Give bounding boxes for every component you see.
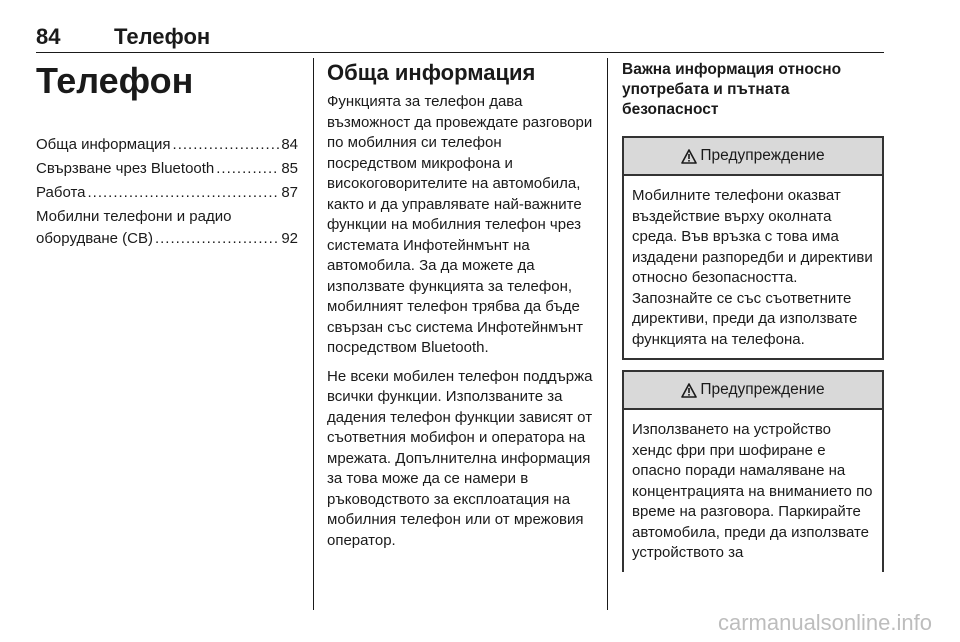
warning-text: Мобилните телефони оказват въздействие върху околната среда. Във връзка с това има издадени разпоредби и директиви относно безопасността. Запознайте се със съответните директиви, преди да използвате функцията на телефона. bbox=[632, 187, 873, 348]
warning-body bbox=[624, 176, 882, 358]
toc-page-number: 85 bbox=[281, 160, 298, 177]
header-rule bbox=[36, 52, 884, 53]
toc-leader-dots bbox=[173, 134, 280, 156]
warning-text: Използването на устройство хендс фри при шофиране е опасно поради намаляване на концентрацията на вниманието по време на разговора. Паркирайте автомобила, преди да използвате устройството за bbox=[632, 421, 873, 561]
chapter-title: Телефон bbox=[36, 60, 194, 101]
column-divider-2 bbox=[607, 58, 608, 610]
column-general-info bbox=[327, 60, 593, 559]
running-title: Телефон bbox=[114, 24, 211, 49]
toc-line bbox=[36, 134, 298, 156]
subsection-title: Важна информация относно употребата и пътната безопасност bbox=[622, 61, 842, 118]
paragraph: Функцията за телефон дава възможност да провеждате разговори по мобилния си телефон посредством микрофона и високоговорителите на автомобила, както и да управлявате най-важните функции на мобилния телефон чрез системата Инфотейнмънт на автомобила. За да можете да използвате функцията за телефон, мобилният телефон трябва да бъде свързан със система Инфотейнмънт посредством Bluetooth. bbox=[327, 93, 593, 356]
toc-line bbox=[36, 182, 298, 204]
column-divider-1 bbox=[313, 58, 314, 610]
toc-entry-title: Обща информация bbox=[36, 136, 171, 153]
toc-entry-title: оборудване (CB) bbox=[36, 230, 153, 247]
toc-entry[interactable] bbox=[36, 158, 298, 180]
warning-box bbox=[622, 370, 884, 572]
warning-header bbox=[624, 372, 882, 410]
warning-triangle-icon bbox=[681, 383, 697, 398]
column-toc bbox=[36, 60, 298, 252]
table-of-contents bbox=[36, 134, 298, 250]
warning-title: Предупреждение bbox=[700, 147, 825, 164]
warning-triangle-icon bbox=[681, 149, 697, 164]
page-number: 84 bbox=[36, 24, 61, 49]
toc-entry[interactable] bbox=[36, 182, 298, 204]
warning-body bbox=[624, 410, 882, 572]
toc-entry-title: Мобилни телефони и радио bbox=[36, 208, 232, 225]
column-safety bbox=[622, 60, 884, 582]
warning-title: Предупреждение bbox=[700, 381, 825, 398]
toc-leader-dots bbox=[155, 228, 279, 250]
toc-entry-title: Свързване чрез Bluetooth bbox=[36, 160, 215, 177]
toc-line bbox=[36, 158, 298, 180]
warning-header bbox=[624, 138, 882, 176]
toc-line bbox=[36, 206, 298, 228]
toc-page-number: 84 bbox=[281, 136, 298, 153]
paragraph: Не всеки мобилен телефон поддържа всички функции. Използваните за дадения телефон функции зависят от съответния мобифон и оператора на мрежата. Допълнителна информация за това може да се намери в ръководството за експлоатация на мобилния телефон или от мрежовия оператор. bbox=[327, 367, 593, 549]
toc-entry[interactable] bbox=[36, 134, 298, 156]
toc-line bbox=[36, 228, 298, 250]
warning-box bbox=[622, 136, 884, 360]
toc-leader-dots bbox=[88, 182, 280, 204]
toc-page-number: 87 bbox=[281, 184, 298, 201]
page-header bbox=[36, 24, 884, 50]
toc-page-number: 92 bbox=[281, 230, 298, 247]
toc-entry-title: Работа bbox=[36, 184, 86, 201]
watermark: carmanualsonline.info bbox=[717, 610, 932, 635]
toc-leader-dots bbox=[216, 158, 279, 180]
toc-entry[interactable] bbox=[36, 206, 298, 250]
section-title: Обща информация bbox=[327, 60, 536, 85]
